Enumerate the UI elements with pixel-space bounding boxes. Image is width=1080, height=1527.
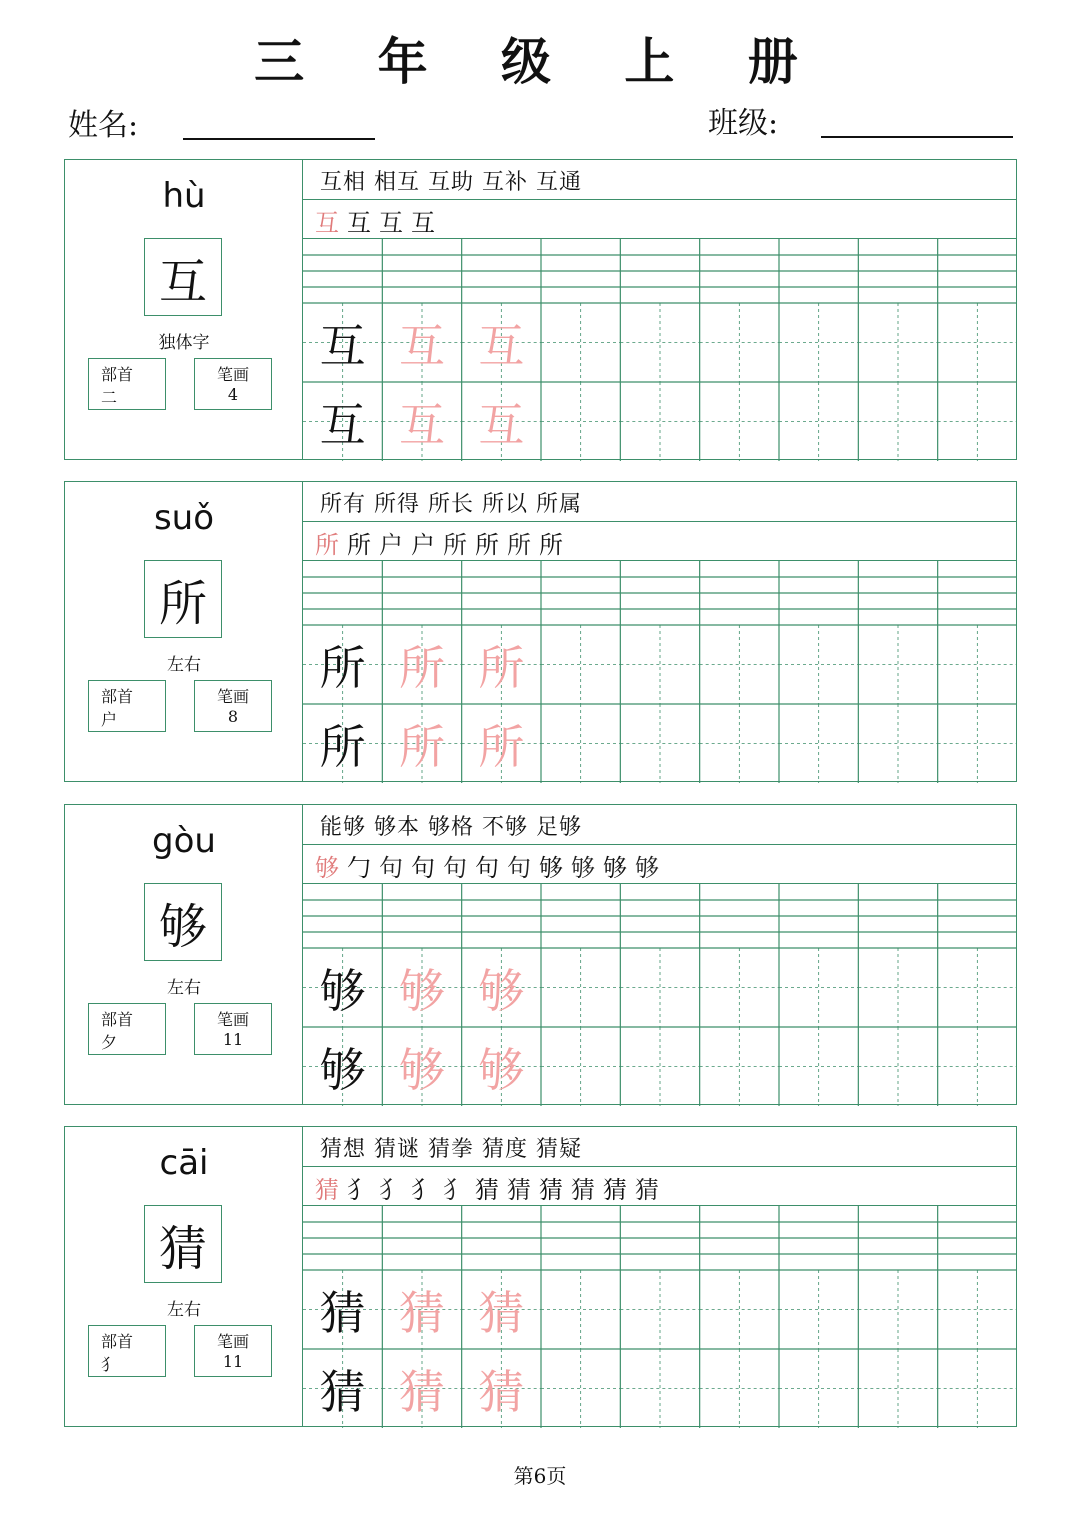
- radical-value: 二: [101, 388, 118, 407]
- trace-character: 够: [478, 963, 525, 1018]
- practice-grid[interactable]: [303, 884, 1017, 1106]
- trace-character: 互: [478, 397, 525, 452]
- strokes-title: 笔画: [216, 687, 249, 706]
- character-box: [144, 1205, 222, 1283]
- stroke-step: 所: [475, 531, 499, 559]
- radical-value: 户: [101, 710, 118, 729]
- model-character: 互: [319, 318, 366, 373]
- strokes-box: [194, 680, 272, 732]
- character-card: [64, 481, 1017, 782]
- radical-value: 犭: [101, 1355, 118, 1374]
- structure-label: 左右: [167, 655, 201, 675]
- strokes-title: 笔画: [216, 365, 249, 384]
- practice-panel: [303, 805, 1017, 1104]
- stroke-step: 猜: [539, 1176, 563, 1204]
- stroke-step: 户: [411, 531, 435, 559]
- trace-character: 猜: [398, 1364, 445, 1419]
- pinyin: cāi: [159, 1143, 209, 1183]
- name-label: 姓名:: [68, 108, 139, 143]
- stroke-order: [303, 1167, 1017, 1206]
- trace-character: 够: [398, 1042, 445, 1097]
- stroke-step: 够: [635, 854, 659, 882]
- stroke-step: 猜: [571, 1176, 595, 1204]
- stroke-order: [303, 522, 1017, 561]
- radical-box: [88, 1003, 166, 1055]
- stroke-step: 互: [347, 209, 371, 237]
- strokes-value: 11: [222, 1030, 244, 1049]
- stroke-step: 够: [571, 854, 595, 882]
- trace-character: 所: [398, 719, 445, 774]
- model-character: 所: [319, 719, 366, 774]
- strokes-value: 4: [227, 385, 239, 404]
- stroke-step: 猜: [603, 1176, 627, 1204]
- trace-character: 所: [478, 719, 525, 774]
- stroke-step: 够: [315, 854, 339, 882]
- stroke-step: 够: [603, 854, 627, 882]
- stroke-order: [303, 200, 1017, 239]
- stroke-step: 所: [507, 531, 531, 559]
- stroke-step: 犭: [379, 1176, 403, 1204]
- character-card: [64, 159, 1017, 460]
- radical-title: 部首: [101, 687, 134, 706]
- page-title: 三 年 级 上 册: [254, 32, 826, 91]
- trace-character: 猜: [478, 1364, 525, 1419]
- trace-character: 猜: [398, 1285, 445, 1340]
- character-info: [65, 805, 303, 1104]
- practice-panel: [303, 482, 1017, 781]
- trace-character: 所: [478, 640, 525, 695]
- character: 互: [158, 253, 207, 310]
- stroke-step: 犭: [347, 1176, 371, 1204]
- practice-grid[interactable]: [303, 561, 1017, 783]
- trace-character: 够: [398, 963, 445, 1018]
- word-list: 所有 所得 所长 所以 所属: [303, 482, 1017, 522]
- character-info: [65, 160, 303, 459]
- character-box: [144, 560, 222, 638]
- structure-label: 左右: [167, 978, 201, 998]
- strokes-title: 笔画: [216, 1010, 249, 1029]
- pinyin: gòu: [152, 821, 216, 861]
- radical-box: [88, 1325, 166, 1377]
- stroke-step: 句: [443, 854, 467, 882]
- stroke-step: 猜: [475, 1176, 499, 1204]
- strokes-box: [194, 358, 272, 410]
- model-character: 猜: [319, 1285, 366, 1340]
- trace-character: 猜: [478, 1285, 525, 1340]
- stroke-step: 猜: [507, 1176, 531, 1204]
- strokes-title: 笔画: [216, 1332, 249, 1351]
- radical-box: [88, 680, 166, 732]
- radical-title: 部首: [101, 365, 134, 384]
- name-field[interactable]: [183, 138, 375, 140]
- trace-character: 互: [398, 397, 445, 452]
- radical-box: [88, 358, 166, 410]
- class-field[interactable]: [821, 136, 1013, 138]
- stroke-step: 互: [315, 209, 339, 237]
- practice-grid[interactable]: [303, 1206, 1017, 1428]
- stroke-step: 句: [379, 854, 403, 882]
- model-character: 互: [319, 397, 366, 452]
- trace-character: 所: [398, 640, 445, 695]
- character-box: [144, 238, 222, 316]
- radical-value: 夕: [101, 1033, 118, 1052]
- class-label: 班级:: [708, 106, 779, 141]
- stroke-step: 够: [539, 854, 563, 882]
- stroke-step: 互: [379, 209, 403, 237]
- radical-title: 部首: [101, 1332, 134, 1351]
- page-number: 第6页: [513, 1464, 567, 1488]
- stroke-order: [303, 845, 1017, 884]
- model-character: 够: [319, 963, 366, 1018]
- strokes-box: [194, 1325, 272, 1377]
- pinyin: hù: [162, 176, 206, 216]
- practice-panel: [303, 160, 1017, 459]
- stroke-step: 所: [315, 531, 339, 559]
- word-list: 能够 够本 够格 不够 足够: [303, 805, 1017, 845]
- trace-character: 够: [478, 1042, 525, 1097]
- stroke-step: 所: [539, 531, 563, 559]
- stroke-step: 犭: [443, 1176, 467, 1204]
- word-list: 互相 相互 互助 互补 互通: [303, 160, 1017, 200]
- trace-character: 互: [398, 318, 445, 373]
- structure-label: 独体字: [158, 333, 210, 353]
- stroke-step: 所: [347, 531, 371, 559]
- strokes-value: 8: [227, 707, 239, 726]
- stroke-step: 猜: [315, 1176, 339, 1204]
- character-info: [65, 1127, 303, 1426]
- stroke-step: 互: [411, 209, 435, 237]
- character: 猜: [158, 1220, 207, 1277]
- model-character: 猜: [319, 1364, 366, 1419]
- stroke-step: 勹: [347, 854, 371, 882]
- character-info: [65, 482, 303, 781]
- stroke-step: 户: [379, 531, 403, 559]
- stroke-step: 句: [475, 854, 499, 882]
- pinyin: suǒ: [153, 498, 215, 538]
- stroke-step: 猜: [635, 1176, 659, 1204]
- word-list: 猜想 猜谜 猜拳 猜度 猜疑: [303, 1127, 1017, 1167]
- strokes-value: 11: [222, 1352, 244, 1371]
- character-card: [64, 1126, 1017, 1427]
- stroke-step: 句: [411, 854, 435, 882]
- trace-character: 互: [478, 318, 525, 373]
- model-character: 所: [319, 640, 366, 695]
- character-box: [144, 883, 222, 961]
- practice-grid[interactable]: [303, 239, 1017, 461]
- character: 所: [158, 575, 207, 632]
- model-character: 够: [319, 1042, 366, 1097]
- practice-panel: [303, 1127, 1017, 1426]
- character-card: [64, 804, 1017, 1105]
- structure-label: 左右: [167, 1300, 201, 1320]
- radical-title: 部首: [101, 1010, 134, 1029]
- stroke-step: 犭: [411, 1176, 435, 1204]
- character: 够: [158, 898, 207, 955]
- stroke-step: 句: [507, 854, 531, 882]
- stroke-step: 所: [443, 531, 467, 559]
- strokes-box: [194, 1003, 272, 1055]
